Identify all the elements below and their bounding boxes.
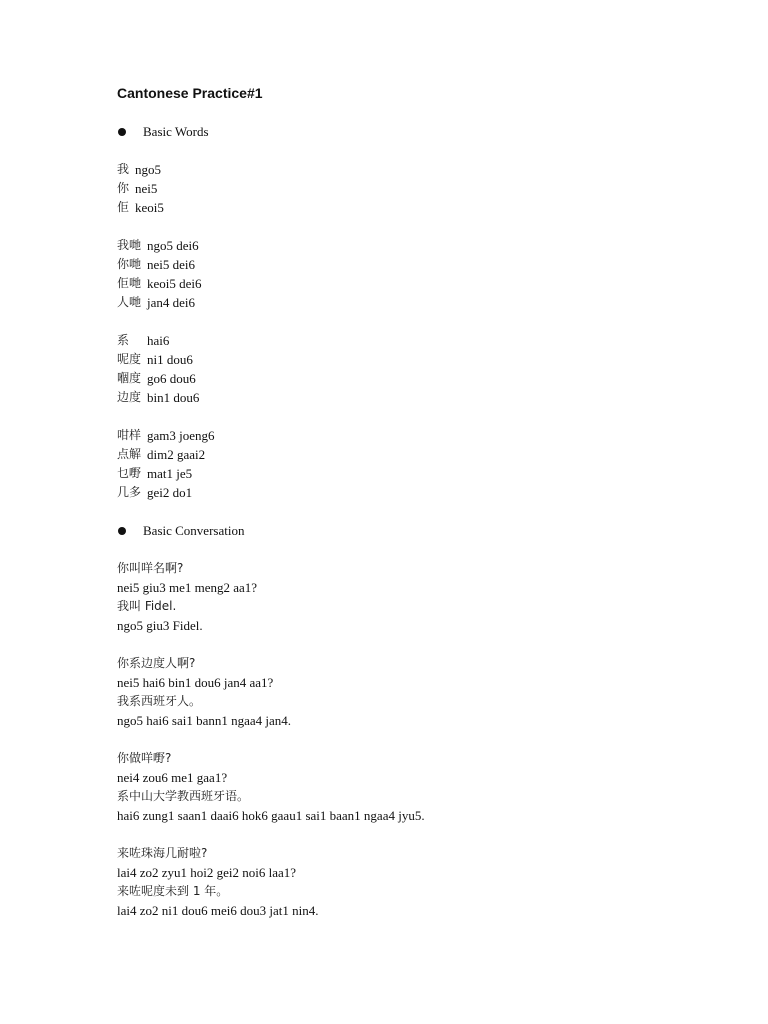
- answer-hanzi: 来咗呢度未到 1 年。: [117, 884, 229, 898]
- answer-jyutping: hai6 zung1 saan1 daai6 hok6 gaau1 sai1 baan1 ngaa4 jyu5.: [117, 808, 425, 823]
- answer-jyutping: lai4 zo2 ni1 dou6 mei6 dou3 jat1 nin4.: [117, 903, 319, 918]
- word-hanzi: 边度: [117, 390, 142, 404]
- question-hanzi: 你系边度人啊?: [117, 656, 196, 670]
- word-jyutping: mat1 je5: [147, 466, 193, 481]
- word-group-pronouns: [117, 160, 717, 217]
- conversation-exchange: [117, 559, 717, 635]
- question-jyutping: nei5 hai6 bin1 dou6 jan4 aa1?: [117, 675, 274, 690]
- word-hanzi: 佢哋: [117, 276, 142, 290]
- word-hanzi: 佢: [117, 200, 130, 214]
- bullet-icon: [118, 527, 126, 535]
- word-jyutping: keoi5 dei6: [147, 276, 202, 291]
- word-hanzi: 乜嘢: [117, 466, 142, 480]
- word-row: [117, 331, 717, 350]
- word-group-plural-pronouns: [117, 236, 717, 312]
- word-row: [117, 388, 717, 407]
- word-row: [117, 160, 717, 179]
- question-jyutping: lai4 zo2 zyu1 hoi2 gei2 noi6 laa1?: [117, 865, 297, 880]
- word-hanzi: 系: [117, 333, 130, 347]
- word-row: [117, 445, 717, 464]
- word-hanzi: 我哋: [117, 238, 142, 252]
- word-jyutping: nei5: [135, 181, 158, 196]
- page-title: Cantonese Practice#1: [117, 85, 263, 101]
- word-row: [117, 464, 717, 483]
- word-row: [117, 198, 717, 217]
- section-heading-label: Basic Conversation: [143, 523, 245, 538]
- answer-hanzi: 系中山大学教西班牙语。: [117, 789, 250, 803]
- conversation-exchange: [117, 654, 717, 730]
- word-jyutping: ni1 dou6: [147, 352, 193, 367]
- word-hanzi: 嗰度: [117, 371, 142, 385]
- question-hanzi: 你叫咩名啊?: [117, 561, 184, 575]
- section-heading-basic-conversation: [117, 521, 717, 540]
- question-jyutping: nei4 zou6 me1 gaa1?: [117, 770, 228, 785]
- word-row: [117, 426, 717, 445]
- word-jyutping: dim2 gaai2: [147, 447, 206, 462]
- conversation-exchange: [117, 844, 717, 920]
- document-page: [117, 84, 717, 920]
- word-hanzi: 点解: [117, 447, 142, 461]
- answer-hanzi: 我系西班牙人。: [117, 694, 202, 708]
- word-jyutping: gam3 joeng6: [147, 428, 215, 443]
- word-jyutping: gei2 do1: [147, 485, 193, 500]
- word-hanzi: 几多: [117, 485, 142, 499]
- answer-jyutping: ngo5 giu3 Fidel.: [117, 618, 203, 633]
- word-jyutping: jan4 dei6: [147, 295, 196, 310]
- word-jyutping: nei5 dei6: [147, 257, 196, 272]
- word-hanzi: 我: [117, 162, 130, 176]
- word-row: [117, 274, 717, 293]
- word-row: [117, 369, 717, 388]
- answer-jyutping: ngo5 hai6 sai1 bann1 ngaa4 jan4.: [117, 713, 292, 728]
- word-jyutping: go6 dou6: [147, 371, 196, 386]
- word-row: [117, 255, 717, 274]
- word-hanzi: 人哋: [117, 295, 142, 309]
- bullet-icon: [118, 128, 126, 136]
- word-hanzi: 你: [117, 181, 130, 195]
- question-jyutping: nei5 giu3 me1 meng2 aa1?: [117, 580, 258, 595]
- word-row: [117, 350, 717, 369]
- section-heading-label: Basic Words: [143, 124, 209, 139]
- section-heading-basic-words: [117, 122, 717, 141]
- word-hanzi: 咁样: [117, 428, 142, 442]
- word-group-question-words: [117, 426, 717, 502]
- question-hanzi: 来咗珠海几耐啦?: [117, 846, 208, 860]
- question-hanzi: 你做咩嘢?: [117, 751, 172, 765]
- word-row: [117, 179, 717, 198]
- conversation-exchange: [117, 749, 717, 825]
- word-row: [117, 483, 717, 502]
- word-jyutping: keoi5: [135, 200, 164, 215]
- answer-hanzi: 我叫 Fidel.: [117, 599, 177, 613]
- word-hanzi: 你哋: [117, 257, 142, 271]
- word-jyutping: bin1 dou6: [147, 390, 200, 405]
- word-hanzi: 呢度: [117, 352, 142, 366]
- word-jyutping: hai6: [147, 333, 170, 348]
- word-row: [117, 236, 717, 255]
- word-row: [117, 293, 717, 312]
- word-group-places: [117, 331, 717, 407]
- word-jyutping: ngo5: [135, 162, 162, 177]
- word-jyutping: ngo5 dei6: [147, 238, 199, 253]
